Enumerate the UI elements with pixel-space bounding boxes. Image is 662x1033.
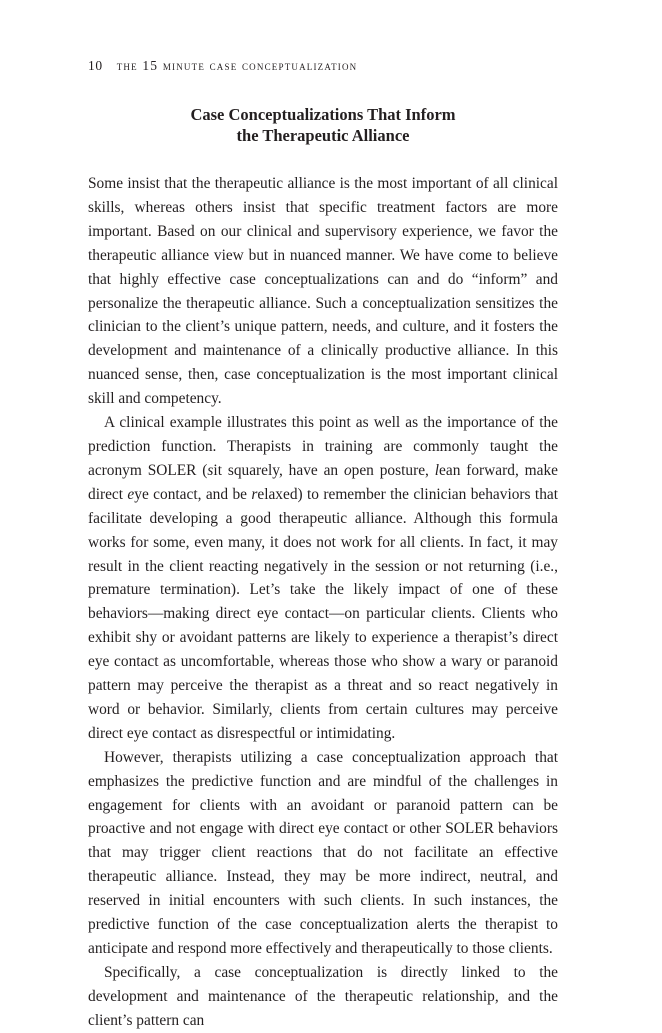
p2-o-rest: pen posture, (351, 461, 435, 479)
p2-letter-s: s (207, 461, 214, 479)
section-title-line-2: the Therapeutic Alliance (236, 126, 410, 145)
running-title: the 15 minute case conceptualization (116, 58, 358, 73)
paragraph-3: However, therapists utilizing a case conceptualization approach that emphasizes the predictive function and are mindful of the challenges in engagement for clients with an avoidant or paranoid pattern can be proactive and not engage with direct eye contact or other SOLER behaviors that may trigger client reactions that do not facilitate an effective therapeutic alliance. Instead, they may be more indirect, neutral, and reserved in initial encounters with such clients. In such instances, the predictive function of the case conceptualization alerts the therapist to anticipate and respond more effectively and therapeutically to those clients. (88, 748, 558, 957)
page-number: 10 (88, 58, 103, 73)
p2-letter-l: l (434, 461, 440, 479)
paragraph-2 (88, 411, 558, 746)
p2-letter-e: e (127, 485, 135, 503)
paragraph-4: Specifically, a case conceptualization is directly linked to the development and maintenance of the therapeutic relationship, and the client’s pattern can (88, 963, 558, 1029)
book-page (88, 56, 558, 1033)
p2-letter-r: r (251, 485, 258, 503)
running-head (88, 56, 558, 76)
section-title-line-1: Case Conceptualizations That Inform (190, 105, 456, 124)
p2-s-rest: it squarely, have an (213, 461, 344, 479)
p2-l-rest: ean forward, make direct (88, 461, 558, 503)
body-text (88, 172, 558, 1033)
p2-lead: A clinical example illustrates this point as well as the importance of the prediction function. Therapists in training are commonly taught the acronym SOLER ( (88, 414, 558, 479)
p2-tail: elaxed) to remember the clinician behaviors that facilitate developing a good therapeutic alliance. Although this formula works for some, even many, it does not work for all clients. In fact, it may result in the client reacting negatively in the session or not returning (i.e., premature termination). Let’s take the likely impact of one of these behaviors—making direct eye contact—on particular clients. Clients who exhibit shy or avoidant patterns are likely to experience a therapist’s direct eye contact as uncomfortable, whereas those who show a wary or paranoid pattern may perceive the therapist as a threat and so react negatively in word or behavior. Similarly, clients from certain cultures may perceive direct eye contact as disrespectful or intimidating. (88, 485, 558, 742)
p2-e-rest: ye contact, and be (134, 485, 252, 503)
p2-letter-o: o (343, 461, 352, 479)
paragraph-1: Some insist that the therapeutic alliance is the most important of all clinical skills, whereas others insist that specific treatment factors are more important. Based on our clinical and supervisory experience, we favor the therapeutic alliance view but in nuanced manner. We have come to believe that highly effective case conceptualizations can and do “inform” and personalize the therapeutic alliance. Such a conceptualization sensitizes the clinician to the client’s unique pattern, needs, and culture, and it fosters the development and maintenance of a clinically productive alliance. In this nuanced sense, then, case conceptualization is the most important clinical skill and competency. (88, 175, 558, 408)
section-title (88, 104, 558, 146)
